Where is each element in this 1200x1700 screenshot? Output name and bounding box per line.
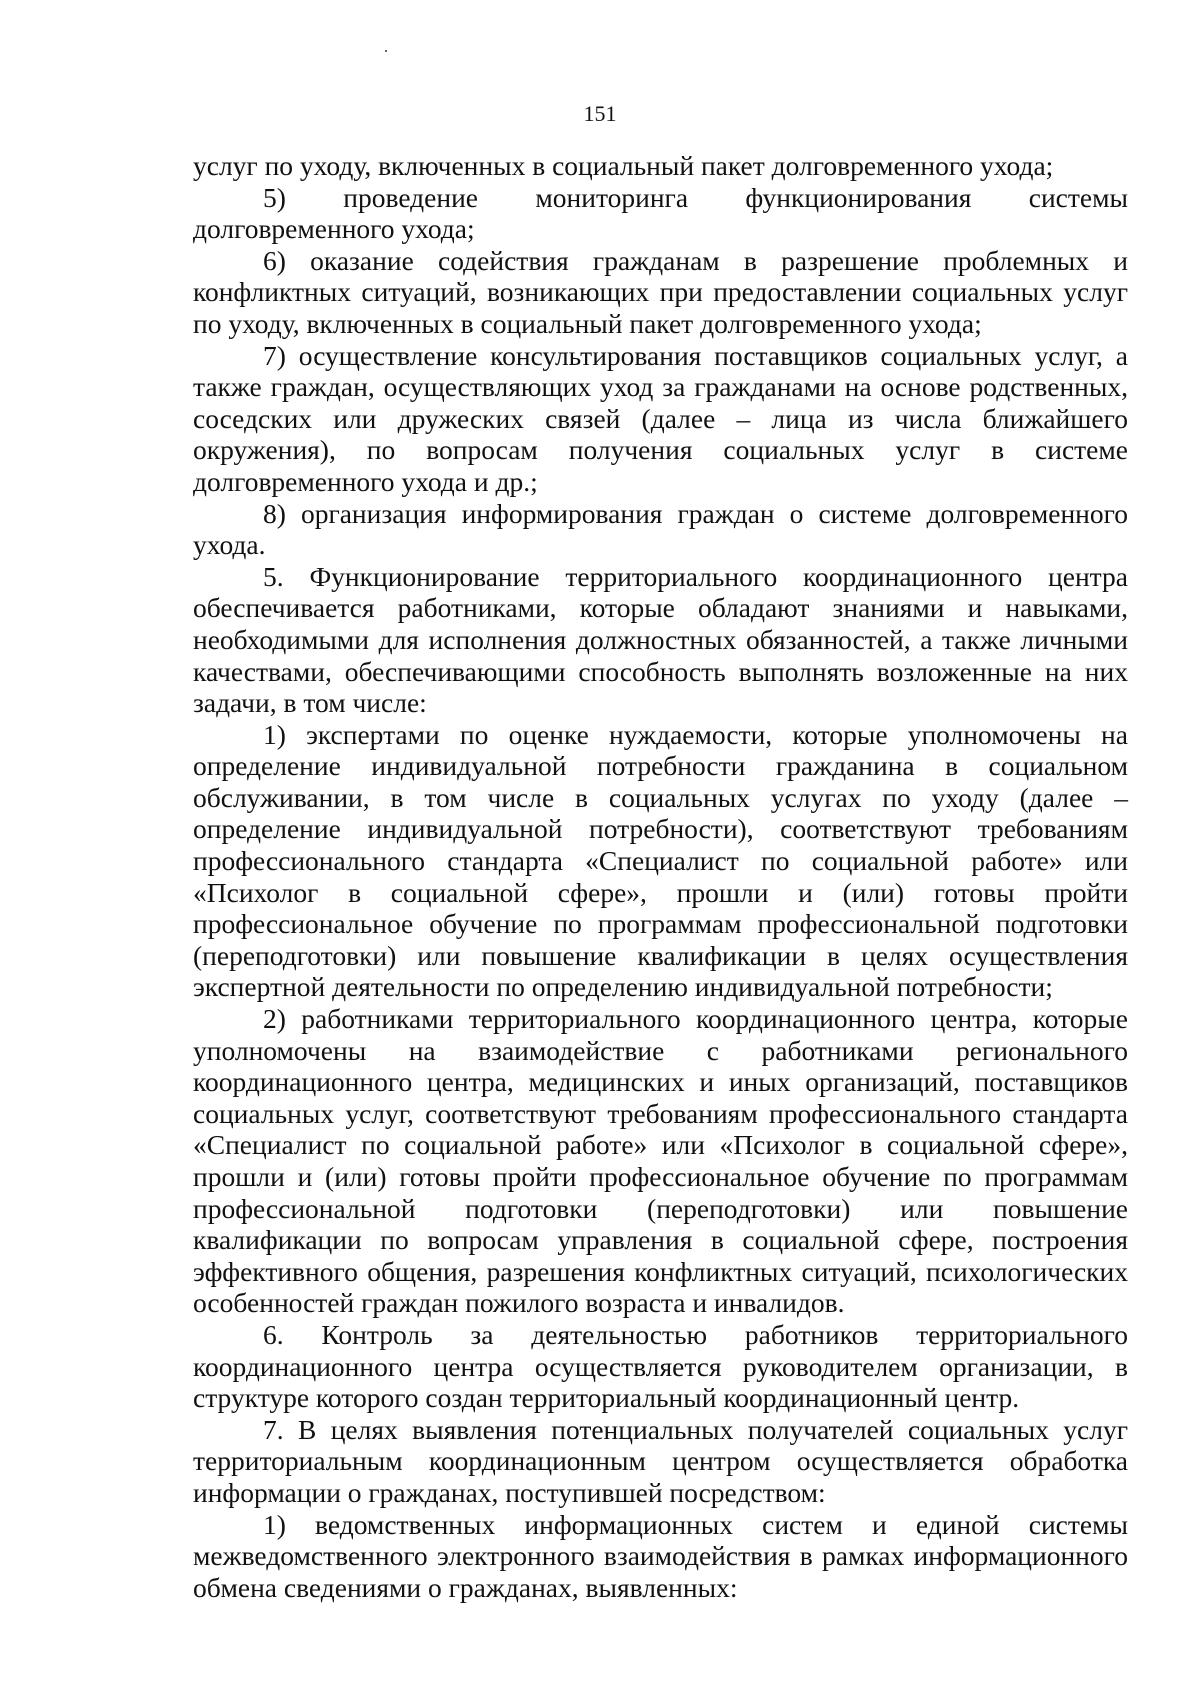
paragraph-continuation: услуг по уходу, включенных в социальный пакет долговременного ухода;: [193, 150, 1054, 181]
paragraph-section-5-item-1: 1) экспертами по оценке нуждаемости, которые уполномочены на определение индивидуальной потребности гражданина в социальном обслуживании, в том числе в социальных услугах по уходу (далее – определение индивидуальной потребности), соответствуют требованиям профессионального стандарта «Специалист по социальной работе» или «Психолог в социальной сфере», прошли и (или) готовы пройти профессиональное обучение по программам профессиональной подготовки (переподготовки) или повышение квалификации в целях осуществления экспертной деятельности по определению индивидуальной потребности;: [193, 718, 1128, 1003]
paragraph-item-7-consulting: 7) осуществление консультирования поставщиков социальных услуг, а также граждан, осуществляющих уход за гражданами на основе родственных, соседских или дружеских связей (далее – лица из числа ближайшего окружения), по вопросам получения социальных услуг в системе долговременного ухода и др.;: [193, 339, 1128, 497]
paragraph-section-6: 6. Контроль за деятельностью работников территориального координационного центра осуществляется руководителем организации, в структуре которого создан территориальный координационный центр.: [193, 1318, 1128, 1414]
paragraph-section-5: 5. Функционирование территориального координационного центра обеспечивается работниками, которые обладают знаниями и навыками, необходимыми для исполнения должностных обязанностей, а также личными качествами, обеспечивающими способность выполнять возложенные на них задачи, в том числе:: [193, 560, 1128, 719]
paragraph-section-5-item-2: 2) работниками территориального координационного центра, которые уполномочены на взаимодействие с работниками регионального координационного центра, медицинских и иных организаций, поставщиков социальных услуг, соответствуют требованиям профессионального стандарта «Специалист по социальной работе» или «Психолог в социальной сфере», прошли и (или) готовы пройти профессиональное обучение по программам профессиональной подготовки (переподготовки) или повышение квалификации по вопросам управления в социальной сфере, построения эффективного общения, разрешения конфликтных ситуаций, психологических особенностей граждан пожилого возраста и инвалидов.: [193, 1003, 1128, 1319]
scan-speck: [385, 50, 387, 52]
paragraph-section-7: 7. В целях выявления потенциальных получателей социальных услуг территориальным координационным центром осуществляется обработка информации о гражданах, поступившей посредством:: [193, 1413, 1128, 1508]
page-number: 151: [583, 101, 617, 126]
paragraph-item-5-monitoring: 5) проведение мониторинга функционирования системы долговременного ухода;: [193, 181, 1128, 245]
paragraph-item-6-assistance: 6) оказание содействия гражданам в разрешение проблемных и конфликтных ситуаций, возникающих при предоставлении социальных услуг по уходу, включенных в социальный пакет долговременного ухода;: [193, 244, 1128, 339]
paragraph-section-7-item-1: 1) ведомственных информационных систем и единой системы межведомственного электронного взаимодействия в рамках информационного обмена сведениями о гражданах, выявленных:: [193, 1508, 1128, 1603]
document-body: [193, 150, 1128, 1603]
paragraph-item-8-informing: 8) организация информирования граждан о системе долговременного ухода.: [193, 497, 1128, 561]
